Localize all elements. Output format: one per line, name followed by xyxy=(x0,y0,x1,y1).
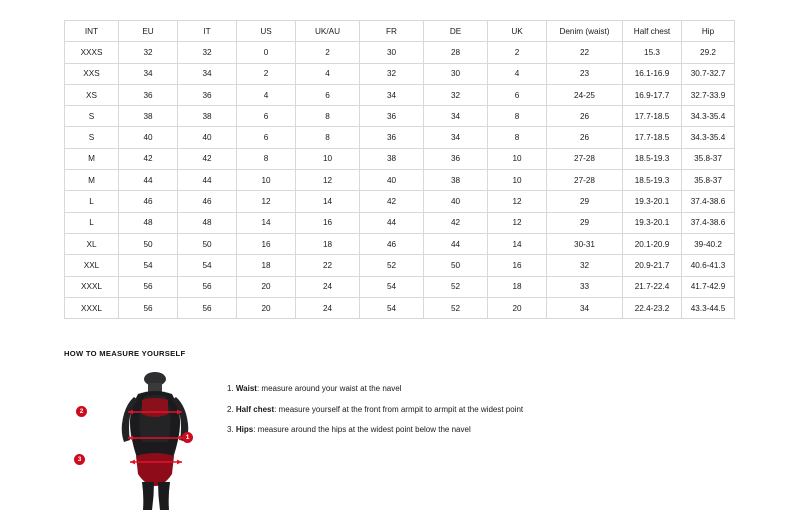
cell-it: 36 xyxy=(178,84,237,105)
cell-uk: 4 xyxy=(488,63,547,84)
instruction-number-3: 3. xyxy=(227,425,234,435)
cell-us: 0 xyxy=(237,42,296,63)
cell-uk-au: 16 xyxy=(296,212,360,233)
measure-badge-2: 2 xyxy=(76,406,87,417)
cell-us: 16 xyxy=(237,233,296,254)
how-to-measure-title: HOW TO MEASURE YOURSELF xyxy=(64,349,186,358)
cell-int: S xyxy=(65,127,119,148)
cell-hip: 40.6-41.3 xyxy=(682,255,735,276)
cell-us: 20 xyxy=(237,276,296,297)
cell-uk: 14 xyxy=(488,233,547,254)
cell-denim-waist: 27-28 xyxy=(547,148,623,169)
table-row xyxy=(65,191,735,212)
cell-de: 40 xyxy=(424,191,488,212)
cell-uk-au: 12 xyxy=(296,170,360,191)
cell-int: S xyxy=(65,106,119,127)
cell-eu: 50 xyxy=(119,233,178,254)
cell-uk-au: 10 xyxy=(296,148,360,169)
cell-fr: 46 xyxy=(360,233,424,254)
cell-eu: 36 xyxy=(119,84,178,105)
cell-eu: 38 xyxy=(119,106,178,127)
cell-fr: 52 xyxy=(360,255,424,276)
cell-int: XXL xyxy=(65,255,119,276)
table-header-row xyxy=(65,21,735,42)
cell-half-chest: 15.3 xyxy=(623,42,682,63)
cell-eu: 40 xyxy=(119,127,178,148)
table-row xyxy=(65,170,735,191)
cell-denim-waist: 22 xyxy=(547,42,623,63)
cell-uk-au: 8 xyxy=(296,106,360,127)
cell-eu: 32 xyxy=(119,42,178,63)
cell-hip: 43.3-44.5 xyxy=(682,297,735,318)
cell-half-chest: 22.4-23.2 xyxy=(623,297,682,318)
cell-int: XXXL xyxy=(65,297,119,318)
cell-hip: 39-40.2 xyxy=(682,233,735,254)
cell-eu: 42 xyxy=(119,148,178,169)
measure-badge-3: 3 xyxy=(74,454,85,465)
cell-eu: 54 xyxy=(119,255,178,276)
cell-it: 56 xyxy=(178,276,237,297)
cell-de: 42 xyxy=(424,212,488,233)
cell-it: 32 xyxy=(178,42,237,63)
size-chart-container xyxy=(64,20,734,319)
cell-denim-waist: 30-31 xyxy=(547,233,623,254)
cell-it: 34 xyxy=(178,63,237,84)
cell-us: 18 xyxy=(237,255,296,276)
cell-de: 50 xyxy=(424,255,488,276)
cell-fr: 36 xyxy=(360,106,424,127)
cell-us: 10 xyxy=(237,170,296,191)
column-header-it: IT xyxy=(178,21,237,42)
cell-fr: 30 xyxy=(360,42,424,63)
cell-uk: 12 xyxy=(488,191,547,212)
instruction-text-waist: : measure around your waist at the navel xyxy=(256,384,402,393)
instruction-term-waist: Waist xyxy=(235,384,257,393)
cell-int: XS xyxy=(65,84,119,105)
cell-uk: 8 xyxy=(488,127,547,148)
table-row xyxy=(65,42,735,63)
instruction-text-half-chest: : measure yourself at the front from armpit to armpit at the widest point xyxy=(274,404,524,414)
cell-us: 4 xyxy=(237,84,296,105)
cell-denim-waist: 26 xyxy=(547,106,623,127)
table-row xyxy=(65,63,735,84)
cell-us: 2 xyxy=(237,63,296,84)
cell-uk: 18 xyxy=(488,276,547,297)
cell-fr: 54 xyxy=(360,276,424,297)
cell-denim-waist: 34 xyxy=(547,297,623,318)
cell-int: M xyxy=(65,148,119,169)
cell-half-chest: 19.3-20.1 xyxy=(623,212,682,233)
cell-uk-au: 24 xyxy=(296,297,360,318)
cell-denim-waist: 32 xyxy=(547,255,623,276)
table-row xyxy=(65,106,735,127)
column-header-uk-au: UK/AU xyxy=(296,21,360,42)
cell-half-chest: 17.7-18.5 xyxy=(623,127,682,148)
column-header-int: INT xyxy=(65,21,119,42)
instruction-half-chest xyxy=(227,405,734,415)
cell-half-chest: 18.5-19.3 xyxy=(623,170,682,191)
table-row xyxy=(65,212,735,233)
cell-uk-au: 8 xyxy=(296,127,360,148)
cell-hip: 37.4-38.6 xyxy=(682,212,735,233)
cell-uk: 8 xyxy=(488,106,547,127)
measure-instructions-list xyxy=(227,370,734,446)
cell-eu: 48 xyxy=(119,212,178,233)
cell-de: 32 xyxy=(424,84,488,105)
cell-int: M xyxy=(65,170,119,191)
table-row xyxy=(65,84,735,105)
cell-us: 6 xyxy=(237,127,296,148)
column-header-denim-waist: Denim (waist) xyxy=(547,21,623,42)
cell-denim-waist: 29 xyxy=(547,212,623,233)
cell-denim-waist: 33 xyxy=(547,276,623,297)
cell-uk: 2 xyxy=(488,42,547,63)
column-header-half-chest: Half chest xyxy=(623,21,682,42)
cell-de: 28 xyxy=(424,42,488,63)
cell-half-chest: 19.3-20.1 xyxy=(623,191,682,212)
how-to-measure-body xyxy=(64,370,734,510)
cell-it: 44 xyxy=(178,170,237,191)
cell-us: 8 xyxy=(237,148,296,169)
cell-denim-waist: 29 xyxy=(547,191,623,212)
instruction-text-hips: : measure around the hips at the widest point below the navel xyxy=(253,425,471,435)
how-to-measure-section xyxy=(64,349,734,510)
cell-uk: 12 xyxy=(488,212,547,233)
instruction-term-half-chest: Half chest xyxy=(235,404,275,414)
cell-uk-au: 22 xyxy=(296,255,360,276)
cell-half-chest: 17.7-18.5 xyxy=(623,106,682,127)
cell-hip: 41.7-42.9 xyxy=(682,276,735,297)
cell-uk-au: 14 xyxy=(296,191,360,212)
cell-fr: 32 xyxy=(360,63,424,84)
cell-hip: 35.8-37 xyxy=(682,170,735,191)
mannequin-illustration xyxy=(98,370,213,510)
cell-fr: 40 xyxy=(360,170,424,191)
cell-denim-waist: 23 xyxy=(547,63,623,84)
cell-us: 20 xyxy=(237,297,296,318)
column-header-fr: FR xyxy=(360,21,424,42)
cell-int: XXS xyxy=(65,63,119,84)
cell-de: 38 xyxy=(424,170,488,191)
cell-uk-au: 2 xyxy=(296,42,360,63)
cell-fr: 38 xyxy=(360,148,424,169)
cell-de: 34 xyxy=(424,127,488,148)
column-header-uk: UK xyxy=(488,21,547,42)
cell-hip: 35.8-37 xyxy=(682,148,735,169)
cell-eu: 44 xyxy=(119,170,178,191)
table-row xyxy=(65,127,735,148)
cell-uk-au: 18 xyxy=(296,233,360,254)
cell-fr: 36 xyxy=(360,127,424,148)
cell-uk-au: 6 xyxy=(296,84,360,105)
table-row xyxy=(65,148,735,169)
cell-uk: 16 xyxy=(488,255,547,276)
cell-us: 12 xyxy=(237,191,296,212)
mannequin-figure xyxy=(77,370,213,510)
cell-half-chest: 18.5-19.3 xyxy=(623,148,682,169)
cell-uk: 10 xyxy=(488,148,547,169)
cell-half-chest: 21.7-22.4 xyxy=(623,276,682,297)
table-row xyxy=(65,276,735,297)
table-row xyxy=(65,233,735,254)
cell-de: 52 xyxy=(424,276,488,297)
cell-uk-au: 24 xyxy=(296,276,360,297)
cell-it: 46 xyxy=(178,191,237,212)
cell-uk: 6 xyxy=(488,84,547,105)
cell-hip: 37.4-38.6 xyxy=(682,191,735,212)
cell-half-chest: 16.9-17.7 xyxy=(623,84,682,105)
cell-denim-waist: 27-28 xyxy=(547,170,623,191)
instruction-number-2: 2. xyxy=(227,404,234,414)
cell-it: 40 xyxy=(178,127,237,148)
cell-int: L xyxy=(65,191,119,212)
cell-int: XXXL xyxy=(65,276,119,297)
cell-us: 14 xyxy=(237,212,296,233)
cell-hip: 34.3-35.4 xyxy=(682,106,735,127)
size-chart-table xyxy=(64,20,735,319)
instruction-number-1: 1. xyxy=(227,384,234,393)
cell-uk-au: 4 xyxy=(296,63,360,84)
cell-it: 42 xyxy=(178,148,237,169)
instruction-term-hips: Hips xyxy=(235,425,254,435)
cell-half-chest: 20.1-20.9 xyxy=(623,233,682,254)
cell-eu: 46 xyxy=(119,191,178,212)
cell-denim-waist: 26 xyxy=(547,127,623,148)
cell-fr: 42 xyxy=(360,191,424,212)
cell-de: 52 xyxy=(424,297,488,318)
cell-uk: 20 xyxy=(488,297,547,318)
cell-hip: 32.7-33.9 xyxy=(682,84,735,105)
cell-fr: 54 xyxy=(360,297,424,318)
cell-eu: 34 xyxy=(119,63,178,84)
column-header-de: DE xyxy=(424,21,488,42)
cell-it: 56 xyxy=(178,297,237,318)
cell-de: 34 xyxy=(424,106,488,127)
cell-int: XXXS xyxy=(65,42,119,63)
cell-half-chest: 20.9-21.7 xyxy=(623,255,682,276)
measure-badge-1: 1 xyxy=(182,432,193,443)
cell-hip: 34.3-35.4 xyxy=(682,127,735,148)
cell-de: 30 xyxy=(424,63,488,84)
column-header-eu: EU xyxy=(119,21,178,42)
cell-de: 36 xyxy=(424,148,488,169)
cell-denim-waist: 24-25 xyxy=(547,84,623,105)
cell-it: 50 xyxy=(178,233,237,254)
cell-eu: 56 xyxy=(119,276,178,297)
cell-eu: 56 xyxy=(119,297,178,318)
cell-us: 6 xyxy=(237,106,296,127)
cell-de: 44 xyxy=(424,233,488,254)
table-row xyxy=(65,255,735,276)
column-header-hip: Hip xyxy=(682,21,735,42)
cell-hip: 30.7-32.7 xyxy=(682,63,735,84)
column-header-us: US xyxy=(237,21,296,42)
cell-uk: 10 xyxy=(488,170,547,191)
cell-fr: 44 xyxy=(360,212,424,233)
cell-int: L xyxy=(65,212,119,233)
cell-it: 38 xyxy=(178,106,237,127)
cell-fr: 34 xyxy=(360,84,424,105)
cell-it: 48 xyxy=(178,212,237,233)
cell-int: XL xyxy=(65,233,119,254)
instruction-waist xyxy=(227,384,734,394)
table-row xyxy=(65,297,735,318)
instruction-hips xyxy=(227,425,734,435)
cell-half-chest: 16.1-16.9 xyxy=(623,63,682,84)
cell-it: 54 xyxy=(178,255,237,276)
cell-hip: 29.2 xyxy=(682,42,735,63)
